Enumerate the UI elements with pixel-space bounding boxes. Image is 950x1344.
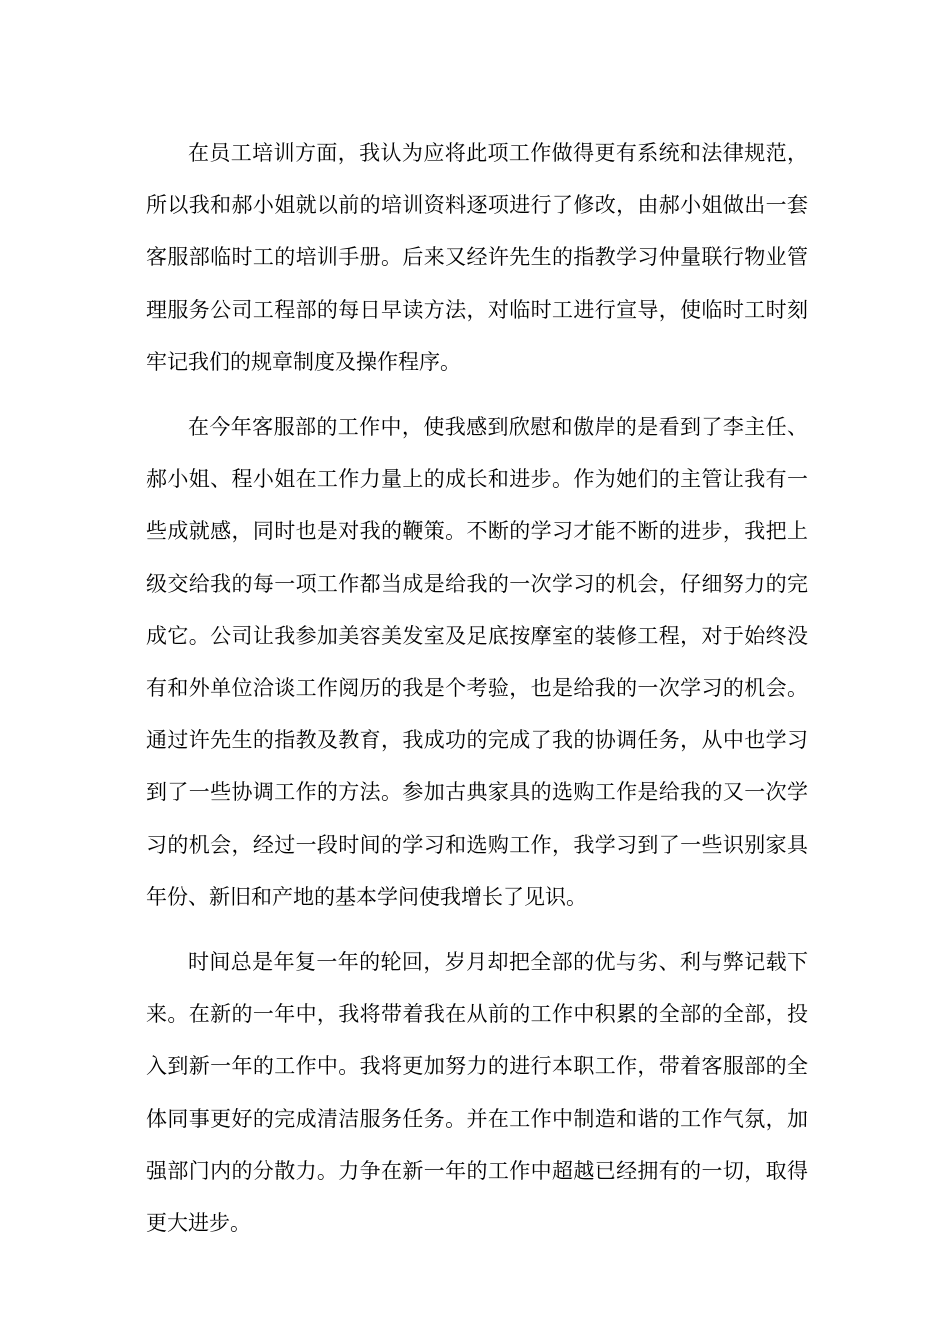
paragraph-growth: 在今年客服部的工作中，使我感到欣慰和傲岸的是看到了李主任、郝小姐、程小姐在工作力量上的成长和进步。作为她们的主管让我有一些成就感，同时也是对我的鞭策。不断的学习才能不断的进步，我把上级交给我的每一项工作都当成是给我的一次学习的机会，仔细努力的完成它。公司让我参加美容美发室及足底按摩室的装修工程，对于始终没有和外单位洽谈工作阅历的我是个考验，也是给我的一次学习的机会。通过许先生的指教及教育，我成功的完成了我的协调任务，从中也学习到了一些协调工作的方法。参加古典家具的选购工作是给我的又一次学习的机会，经过一段时间的学习和选购工作，我学习到了一些识别家具年份、新旧和产地的基本学问使我增长了见识。 xyxy=(146,415,808,909)
paragraph-training: 在员工培训方面，我认为应将此项工作做得更有系统和法律规范，所以我和郝小姐就以前的培训资料逐项进行了修改，由郝小姐做出一套客服部临时工的培训手册。后来又经许先生的指教学习仲量联行物业管理服务公司工程部的每日早读方法，对临时工进行宣导，使临时工时刻牢记我们的规章制度及操作程序。 xyxy=(146,141,808,374)
document-body xyxy=(146,127,808,1262)
paragraph-outlook: 时间总是年复一年的轮回，岁月却把全部的优与劣、利与弊记载下来。在新的一年中，我将带着我在从前的工作中积累的全部的全部，投入到新一年的工作中。我将更加努力的进行本职工作，带着客服部的全体同事更好的完成清洁服务任务。并在工作中制造和谐的工作气氛，加强部门内的分散力。力争在新一年的工作中超越已经拥有的一切，取得更大进步。 xyxy=(146,950,808,1236)
